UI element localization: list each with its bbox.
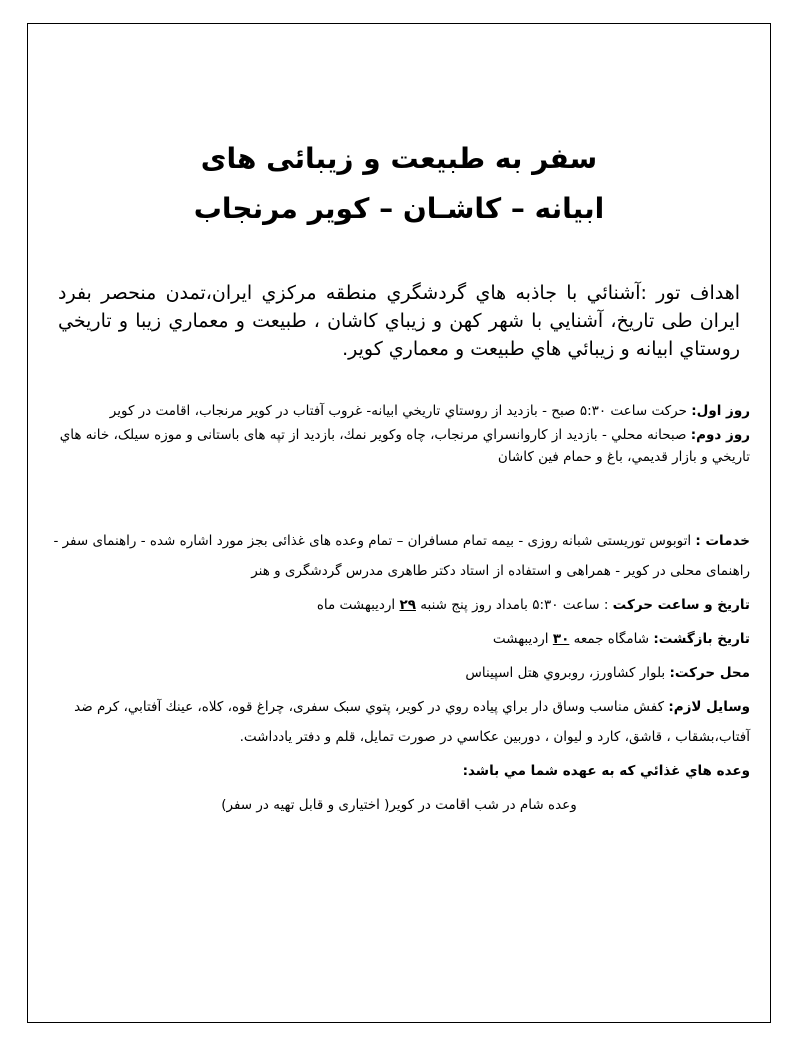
place-paragraph (48, 658, 750, 688)
return-label: تاريخ بازگشت: (653, 631, 750, 647)
day-2-label: روز دوم: (690, 427, 750, 443)
equipment-paragraph (48, 692, 750, 752)
return-pre: شامگاه جمعه (569, 631, 654, 647)
departure-pre: : ساعت ۵:۳۰ بامداد روز پنج شنبه (415, 597, 613, 613)
departure-day-number: ۲۹ (399, 597, 416, 613)
services-paragraph (48, 526, 750, 586)
services-text: اتوبوس توریستی شبانه روزی - بیمه تمام مسافران – تمام وعده های غذائی بجز مورد اشاره شده - راهنمای سفر - راهنمای محلی در کویر - همراهی و استفاده از استاد دکتر طاهری مدرس گردشگری و هنر (53, 533, 750, 579)
return-post: ارديبهشت (492, 631, 553, 647)
services-label: خدمات : (695, 533, 750, 549)
day-1-paragraph (48, 400, 750, 422)
day-2-paragraph (48, 424, 750, 468)
document-page (27, 23, 771, 1023)
title-line-2: ابیانه – کاشـان – کویر مرنجاب (193, 192, 605, 225)
meals-text: وعده شام در شب اقامت در كوير( اختیاری و قابل تهیه در سفر) (221, 797, 577, 813)
day-1-label: روز اول: (691, 403, 750, 419)
day-2-text: صبحانه محلي - بازديد از كاروانسراي مرنجاب، چاه وكوير نمك، بازدید از تپه های باستانی و موزه سیلک، خانه هاي تاريخي و بازار قديمي، باغ و حمام فين كاشان (59, 427, 750, 465)
tour-goals-paragraph: اهداف تور :آشنائي با جاذبه هاي گردشگري منطقه مركزي ايران،تمدن منحصر بفرد ايران طی تاريخ، آشنايي با شهر كهن و زيباي كاشان ، طبيعت و معماري زيبا و تاريخي روستاي ابيانه و زيبائي هاي طبيعت و معماري كوير. (58, 282, 740, 360)
equipment-label: وسايل لازم: (668, 699, 750, 715)
return-day-number: ۳۰ (552, 631, 570, 647)
departure-post: ارديبهشت ماه (316, 597, 400, 613)
details (48, 526, 750, 824)
departure-paragraph (48, 590, 750, 620)
itinerary (48, 400, 750, 470)
title-line-1: سفر به طبیعت و زیبائی های (200, 142, 598, 175)
day-1-text: حركت ساعت ۵:۳۰ صبح - بازدید از روستاي تاريخي ابيانه- غروب آفتاب در كوير مرنجاب، اقامت در كوير (109, 403, 692, 419)
place-text: بلوار كشاورز، روبروي هتل اسپيناس (465, 665, 670, 681)
departure-label: تاريخ و ساعت حركت (612, 597, 750, 613)
return-paragraph (48, 624, 750, 654)
meals-title: وعده هاي غذائي كه به عهده شما مي باشد: (462, 763, 750, 779)
equipment-text: كفش مناسب وساق دار براي پياده روي در كوير، پتوي سبک سفری، چراغ قوه، كلاه، عينك آفتابي، كرم ضد آفتاب،بشقاب ، قاشق، كارد و ليوان ، دوربين عكاسي در صورت تمايل، قلم و دفتر يادداشت. (74, 699, 750, 745)
place-label: محل حركت: (669, 665, 750, 681)
